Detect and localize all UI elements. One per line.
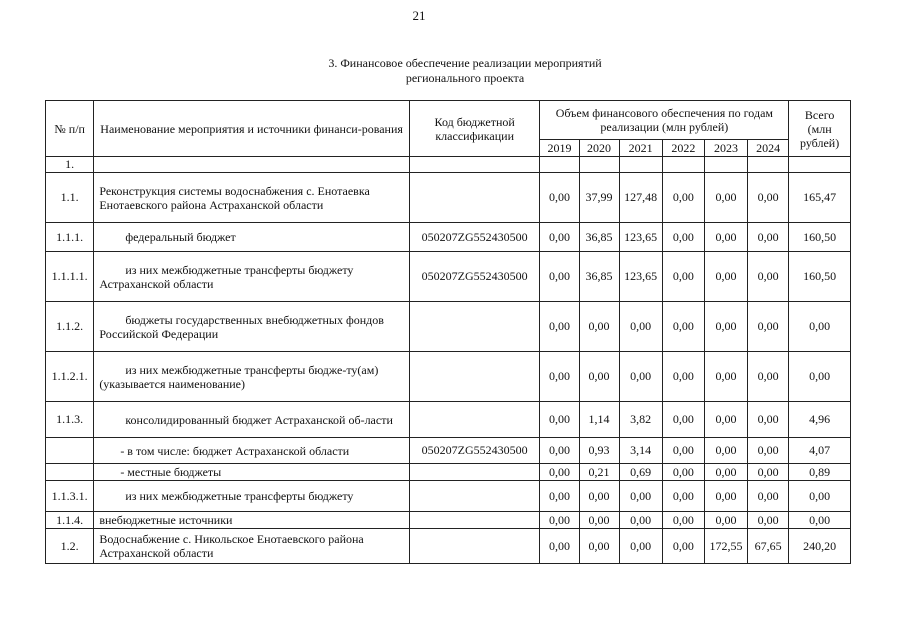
row-name: - в том числе: бюджет Астраханской области — [94, 438, 410, 464]
section-title-line1: 3. Финансовое обеспечение реализации мероприятий — [328, 56, 602, 70]
header-code: Код бюджетной классификации — [409, 101, 540, 157]
row-total: 0,00 — [789, 302, 851, 352]
row-number: 1.1.4. — [46, 512, 94, 529]
row-value: 0,00 — [704, 438, 747, 464]
row-total: 0,89 — [789, 464, 851, 481]
table-row — [46, 529, 851, 564]
row-value: 0,00 — [748, 223, 789, 252]
row-total: 160,50 — [789, 252, 851, 302]
row-value: 3,82 — [619, 402, 662, 438]
row-value: 123,65 — [619, 223, 662, 252]
row-value: 0,00 — [704, 302, 747, 352]
row-value: 0,00 — [540, 173, 579, 223]
row-value: 0,00 — [704, 464, 747, 481]
row-value: 0,00 — [662, 529, 704, 564]
row-value: 0,00 — [662, 302, 704, 352]
row-value: 0,00 — [579, 352, 619, 402]
row-name: Водоснабжение с. Никольское Енотаевского района Астраханской области — [94, 529, 410, 564]
row-value: 0,00 — [540, 302, 579, 352]
row-value: 0,00 — [748, 438, 789, 464]
row-name: Реконструкция системы водоснабжения с. Енотаевка Енотаевского района Астраханской области — [94, 173, 410, 223]
row-value: 0,00 — [662, 438, 704, 464]
row-code — [409, 352, 540, 402]
row-code — [409, 481, 540, 512]
row-value: 127,48 — [619, 173, 662, 223]
row-total: 4,07 — [789, 438, 851, 464]
row-value — [662, 157, 704, 173]
header-total: Всего (млн рублей) — [789, 101, 851, 157]
row-value: 0,00 — [704, 173, 747, 223]
row-value: 0,00 — [748, 481, 789, 512]
row-value: 0,00 — [540, 481, 579, 512]
header-year: 2020 — [579, 140, 619, 157]
row-value: 0,00 — [662, 223, 704, 252]
row-number — [46, 438, 94, 464]
row-value: 0,00 — [704, 481, 747, 512]
row-total: 4,96 — [789, 402, 851, 438]
row-value: 0,00 — [662, 481, 704, 512]
row-total: 0,00 — [789, 481, 851, 512]
row-value: 0,00 — [540, 402, 579, 438]
table-row — [46, 223, 851, 252]
section-title — [0, 56, 905, 86]
row-code: 050207ZG552430500 — [409, 438, 540, 464]
row-value: 123,65 — [619, 252, 662, 302]
row-total: 0,00 — [789, 512, 851, 529]
row-value: 0,00 — [540, 352, 579, 402]
row-value: 0,00 — [704, 352, 747, 402]
row-value: 0,00 — [704, 402, 747, 438]
row-value: 0,69 — [619, 464, 662, 481]
header-year: 2019 — [540, 140, 579, 157]
row-value: 0,00 — [579, 529, 619, 564]
row-value: 0,00 — [579, 302, 619, 352]
header-year: 2022 — [662, 140, 704, 157]
row-value: 0,00 — [704, 512, 747, 529]
row-value: 0,00 — [619, 481, 662, 512]
table-row — [46, 173, 851, 223]
row-value: 0,00 — [540, 512, 579, 529]
header-num: № п/п — [46, 101, 94, 157]
table-row — [46, 302, 851, 352]
row-value: 0,21 — [579, 464, 619, 481]
row-value: 37,99 — [579, 173, 619, 223]
header-year: 2024 — [748, 140, 789, 157]
row-code — [409, 173, 540, 223]
row-value: 0,00 — [748, 173, 789, 223]
row-code — [409, 402, 540, 438]
table-row — [46, 438, 851, 464]
row-code — [409, 464, 540, 481]
row-code: 050207ZG552430500 — [409, 252, 540, 302]
row-value: 0,00 — [662, 352, 704, 402]
table-row — [46, 402, 851, 438]
row-value — [748, 157, 789, 173]
row-value — [540, 157, 579, 173]
row-number: 1.1.2. — [46, 302, 94, 352]
row-value: 0,00 — [662, 512, 704, 529]
row-number: 1.2. — [46, 529, 94, 564]
row-value: 36,85 — [579, 252, 619, 302]
row-value: 0,00 — [662, 173, 704, 223]
row-value: 0,00 — [704, 252, 747, 302]
row-value: 0,00 — [704, 223, 747, 252]
row-code — [409, 302, 540, 352]
row-total — [789, 157, 851, 173]
row-value: 0,00 — [748, 302, 789, 352]
table-row — [46, 464, 851, 481]
row-name — [94, 157, 410, 173]
row-number: 1.1.1.1. — [46, 252, 94, 302]
row-value: 0,00 — [540, 529, 579, 564]
row-value — [619, 157, 662, 173]
table-row — [46, 481, 851, 512]
row-value: 0,00 — [748, 464, 789, 481]
page-number: 21 — [412, 8, 426, 23]
row-value: 0,93 — [579, 438, 619, 464]
row-value: 0,00 — [540, 464, 579, 481]
row-value: 0,00 — [540, 438, 579, 464]
row-total: 0,00 — [789, 352, 851, 402]
row-value: 0,00 — [579, 512, 619, 529]
row-number: 1. — [46, 157, 94, 173]
row-number: 1.1.2.1. — [46, 352, 94, 402]
row-code — [409, 529, 540, 564]
table-row — [46, 252, 851, 302]
row-name: из них межбюджетные трансферты бюджету — [94, 481, 410, 512]
row-value: 0,00 — [540, 223, 579, 252]
row-total: 160,50 — [789, 223, 851, 252]
row-code — [409, 157, 540, 173]
header-year: 2021 — [619, 140, 662, 157]
table-row — [46, 512, 851, 529]
row-number: 1.1.1. — [46, 223, 94, 252]
row-total: 165,47 — [789, 173, 851, 223]
row-name: федеральный бюджет — [94, 223, 410, 252]
row-value: 0,00 — [662, 464, 704, 481]
row-value: 0,00 — [619, 512, 662, 529]
row-value: 0,00 — [748, 252, 789, 302]
row-name: консолидированный бюджет Астраханской об-ласти — [94, 402, 410, 438]
row-number: 1.1. — [46, 173, 94, 223]
row-value: 0,00 — [619, 302, 662, 352]
table-body — [46, 157, 851, 564]
row-value: 3,14 — [619, 438, 662, 464]
row-name: бюджеты государственных внебюджетных фондов Российской Федерации — [94, 302, 410, 352]
row-number: 1.1.3.1. — [46, 481, 94, 512]
table-row — [46, 352, 851, 402]
row-value: 172,55 — [704, 529, 747, 564]
header-year: 2023 — [704, 140, 747, 157]
row-number: 1.1.3. — [46, 402, 94, 438]
header-volume: Объем финансового обеспечения по годам реализации (млн рублей) — [540, 101, 789, 140]
row-name: внебюджетные источники — [94, 512, 410, 529]
row-name: - местные бюджеты — [94, 464, 410, 481]
row-value: 67,65 — [748, 529, 789, 564]
row-value: 0,00 — [619, 352, 662, 402]
row-value: 1,14 — [579, 402, 619, 438]
row-value: 0,00 — [662, 252, 704, 302]
row-value: 0,00 — [748, 402, 789, 438]
row-name: из них межбюджетные трансферты бюдже-ту(ам) (указывается наименование) — [94, 352, 410, 402]
row-value — [579, 157, 619, 173]
finance-table — [45, 100, 851, 564]
header-name: Наименование мероприятия и источники финанси-рования — [94, 101, 410, 157]
row-value: 0,00 — [748, 352, 789, 402]
row-total: 240,20 — [789, 529, 851, 564]
row-value — [704, 157, 747, 173]
row-name: из них межбюджетные трансферты бюджету Астраханской области — [94, 252, 410, 302]
row-value: 0,00 — [662, 402, 704, 438]
row-value: 0,00 — [579, 481, 619, 512]
row-value: 36,85 — [579, 223, 619, 252]
row-number — [46, 464, 94, 481]
row-value: 0,00 — [748, 512, 789, 529]
table-row — [46, 157, 851, 173]
section-title-line2: регионального проекта — [405, 71, 525, 85]
row-value: 0,00 — [619, 529, 662, 564]
row-code: 050207ZG552430500 — [409, 223, 540, 252]
row-value: 0,00 — [540, 252, 579, 302]
row-code — [409, 512, 540, 529]
